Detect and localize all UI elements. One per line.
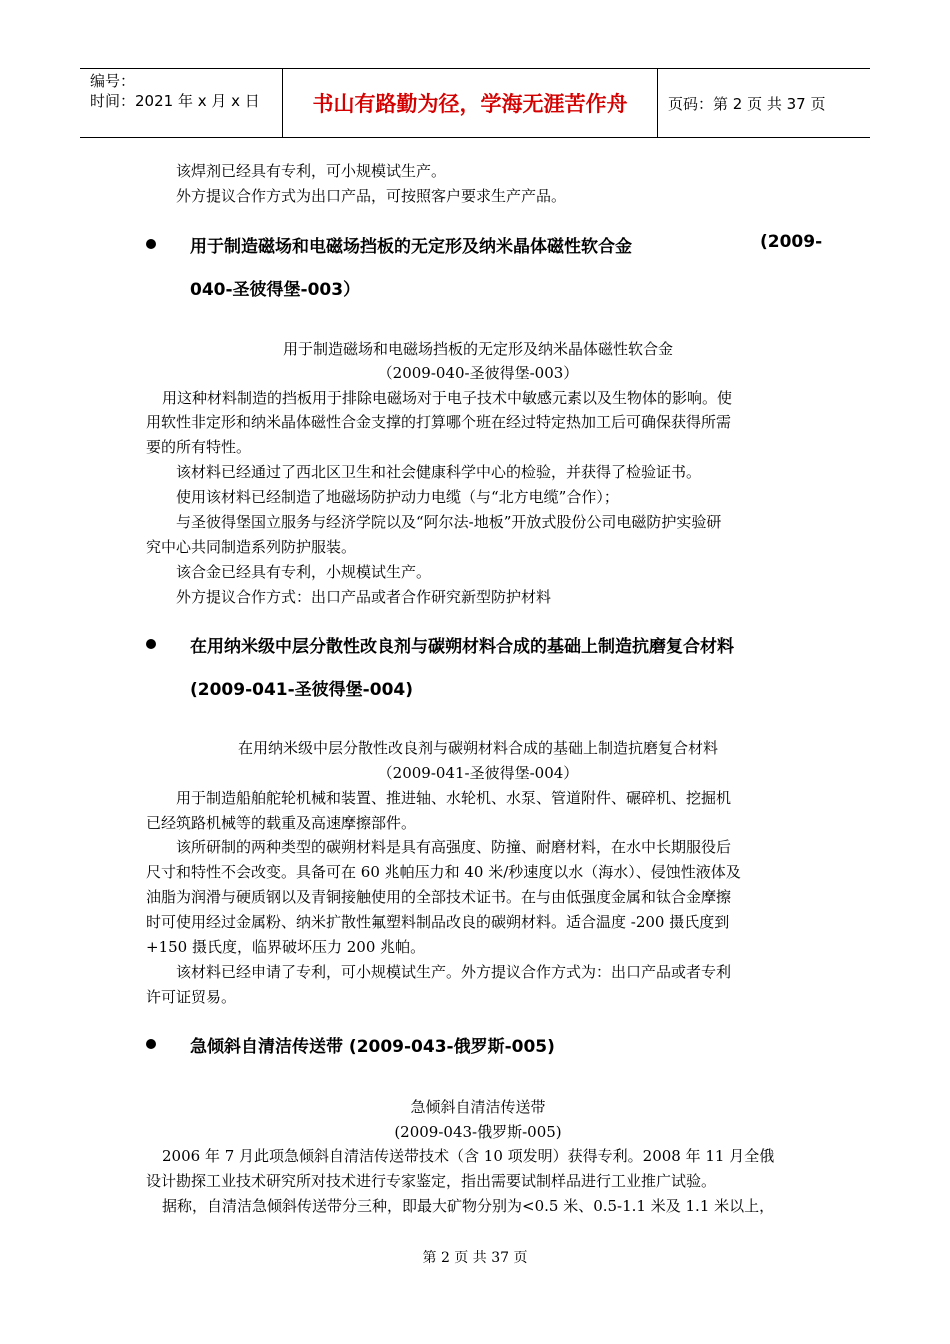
bullet-icon (146, 1039, 156, 1049)
bullet-icon (146, 639, 156, 649)
page-header (80, 68, 870, 138)
heading-1-line1: 用于制造磁场和电磁场挡板的无定形及纳米晶体磁性软合金 (190, 237, 632, 257)
bullet-icon (146, 239, 156, 249)
s1-p5: 该合金已经具有专利，小规模试生产。 (176, 563, 432, 581)
heading-3: 急倾斜自清洁传送带 (2009-043-俄罗斯-005) (190, 1037, 555, 1057)
page-footer: 第 2 页 共 37 页 (422, 1250, 528, 1266)
s2-p2-l5: +150 摄氏度，临界破坏压力 200 兆帕。 (146, 938, 426, 956)
section-heading-1 (146, 232, 823, 300)
s1-p4-l1: 与圣彼得堡国立服务与经济学院以及“阿尔法-地板”开放式股份公司电磁防护实验研 (176, 513, 722, 531)
s2-p2-l1: 该所研制的两种类型的碳朔材料是具有高强度、防撞、耐磨材料，在水中长期服役后 (176, 838, 732, 856)
intro-p1: 该焊剂已经具有专利，可小规模试生产。 (176, 162, 447, 180)
s2-p3-l2: 许可证贸易。 (146, 988, 237, 1006)
section-2-title: 在用纳米级中层分散性改良剂与碳朔材料合成的基础上制造抗磨复合材料 (237, 739, 718, 757)
s2-p1-l1: 用于制造船舶舵轮机械和装置、推进轴、水轮机、水泵、管道附件、碾碎机、挖掘机 (176, 789, 732, 807)
s1-p6: 外方提议合作方式：出口产品或者合作研究新型防护材料 (176, 588, 552, 606)
intro-p2: 外方提议合作方式为出口产品，可按照客户要求生产产品。 (176, 187, 567, 205)
s1-p2: 该材料已经通过了西北区卫生和社会健康科学中心的检验，并获得了检验证书。 (176, 463, 702, 481)
header-page: 页码：第 2 页 共 37 页 (668, 94, 826, 113)
s1-p1-l2: 用软性非定形和纳米晶体磁性合金支撑的打算哪个班在经过特定热加工后可确保获得所需 (146, 413, 732, 431)
header-time: 时间：2021 年 x 月 x 日 (90, 92, 260, 110)
section-heading-3 (146, 1032, 816, 1056)
s3-p2: 据称，自清洁急倾斜传送带分三种，即最大矿物分别为<0.5 米、0.5-1.1 米及 1.1 米以上， (162, 1197, 775, 1215)
s1-p4-l2: 究中心共同制造系列防护服装。 (146, 538, 357, 556)
heading-1-line2: 040-圣彼得堡-003） (190, 280, 361, 300)
s1-p1-l3: 要的所有特性。 (146, 438, 252, 456)
section-1-code: （2009-040-圣彼得堡-003） (377, 364, 579, 382)
s2-p1-l2: 已经筑路机械等的载重及高速摩擦部件。 (146, 814, 417, 832)
s1-p1-l1: 用这种材料制造的挡板用于排除电磁场对于电子技术中敏感元素以及生物体的影响。使 (162, 389, 733, 407)
s2-p2-l2: 尺寸和特性不会改变。具备可在 60 兆帕压力和 40 米/秒速度以水（海水）、侵蚀性液体及 (146, 863, 741, 881)
s1-p3: 使用该材料已经制造了地磁场防护动力电缆（与“北方电缆”合作）； (176, 488, 619, 506)
section-2-code: （2009-041-圣彼得堡-004） (377, 764, 579, 782)
s2-p2-l4: 时可使用经过金属粉、纳米扩散性氟塑料制品改良的碳朔材料。适合温度 -200 摄氏度到 (146, 913, 730, 931)
section-heading-2 (146, 632, 816, 700)
heading-2-line1: 在用纳米级中层分散性改良剂与碳朔材料合成的基础上制造抗磨复合材料 (190, 637, 734, 657)
s2-p3-l1: 该材料已经申请了专利，可小规模试生产。外方提议合作方式为：出口产品或者专利 (176, 963, 732, 981)
header-number: 编号： (90, 72, 136, 90)
header-motto: 书山有路勤为径，学海无涯苦作舟 (282, 69, 658, 137)
section-1-title: 用于制造磁场和电磁场挡板的无定形及纳米晶体磁性软合金 (282, 340, 673, 358)
heading-1-code-a: (2009- (760, 232, 823, 252)
heading-2-line2: (2009-041-圣彼得堡-004) (190, 680, 413, 700)
section-3-title: 急倾斜自清洁传送带 (410, 1098, 546, 1116)
s3-p1-l1: 2006 年 7 月此项急倾斜自清洁传送带技术（含 10 项发明）获得专利。2008 年 11 月全俄 (162, 1147, 775, 1165)
s2-p2-l3: 油脂为润滑与硬质钢以及青铜接触使用的全部技术证书。在与由低强度金属和钛合金摩擦 (146, 888, 732, 906)
header-meta (80, 69, 282, 137)
s3-p1-l2: 设计勘探工业技术研究所对技术进行专家鉴定，指出需要试制样品进行工业推广试验。 (146, 1172, 717, 1190)
section-3-code: (2009-043-俄罗斯-005) (394, 1123, 562, 1141)
